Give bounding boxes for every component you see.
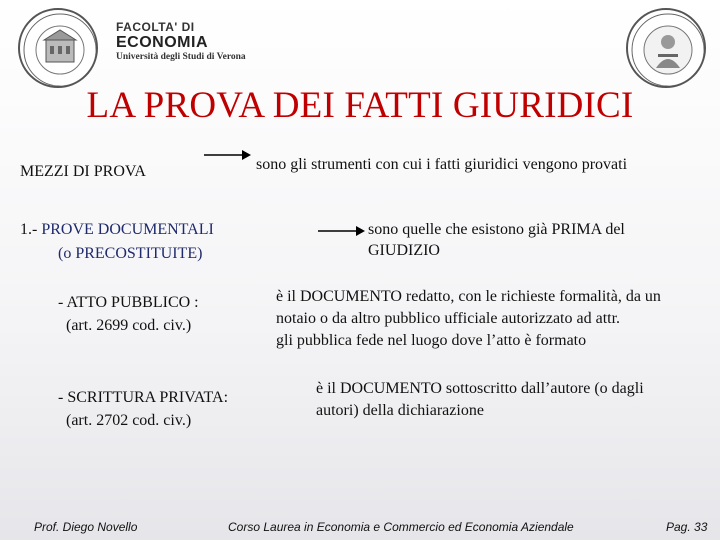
seal-left-graphic xyxy=(20,10,98,88)
university-seal-right xyxy=(626,8,706,88)
item1-subtitle: (o PRECOSTITUITE) xyxy=(58,245,203,262)
atto-pubblico-label: - ATTO PUBBLICO : xyxy=(58,294,199,311)
atto-def-line3: gli pubblica fede nel luogo dove l’atto è formato xyxy=(276,332,587,349)
footer-author: Prof. Diego Novello xyxy=(34,520,138,534)
university-name: Università degli Studi di Verona xyxy=(116,52,246,62)
mezzi-label: MEZZI DI PROVA xyxy=(20,163,146,180)
item1-definition-line1: sono quelle che esistono già PRIMA del xyxy=(368,221,625,238)
footer-page-number: Pag. 33 xyxy=(666,520,708,534)
scrittura-def-line2: autori) della dichiarazione xyxy=(316,402,484,419)
scrittura-def-line1: è il DOCUMENTO sottoscritto dall’autore (o dagli xyxy=(316,380,644,397)
university-seal-left xyxy=(18,8,98,88)
item1-number: 1.- xyxy=(20,221,38,238)
atto-pubblico-article: (art. 2699 cod. civ.) xyxy=(66,317,192,334)
slide-title: LA PROVA DEI FATTI GIURIDICI xyxy=(86,85,634,126)
scrittura-privata-article: (art. 2702 cod. civ.) xyxy=(66,412,192,429)
seal-right-graphic xyxy=(628,10,706,88)
atto-def-line1: è il DOCUMENTO redatto, con le richieste formalità, da un xyxy=(276,288,661,305)
atto-def-line2: notaio o da altro pubblico ufficiale autorizzato ad attr. xyxy=(276,310,621,327)
scrittura-privata-label: - SCRITTURA PRIVATA: xyxy=(58,389,229,406)
mezzi-definition: sono gli strumenti con cui i fatti giuridici vengono provati xyxy=(256,156,628,173)
item1-heading xyxy=(20,219,214,240)
item1-title: PROVE DOCUMENTALI xyxy=(41,221,214,238)
footer-course: Corso Laurea in Economia e Commercio ed Economia Aziendale xyxy=(228,520,574,534)
arrow-right-icon xyxy=(318,224,366,238)
faculty-label: FACOLTA' DI xyxy=(116,20,195,34)
item1-definition-line2: GIUDIZIO xyxy=(368,242,440,259)
arrow-right-icon xyxy=(204,148,252,162)
faculty-name: ECONOMIA xyxy=(116,34,208,51)
